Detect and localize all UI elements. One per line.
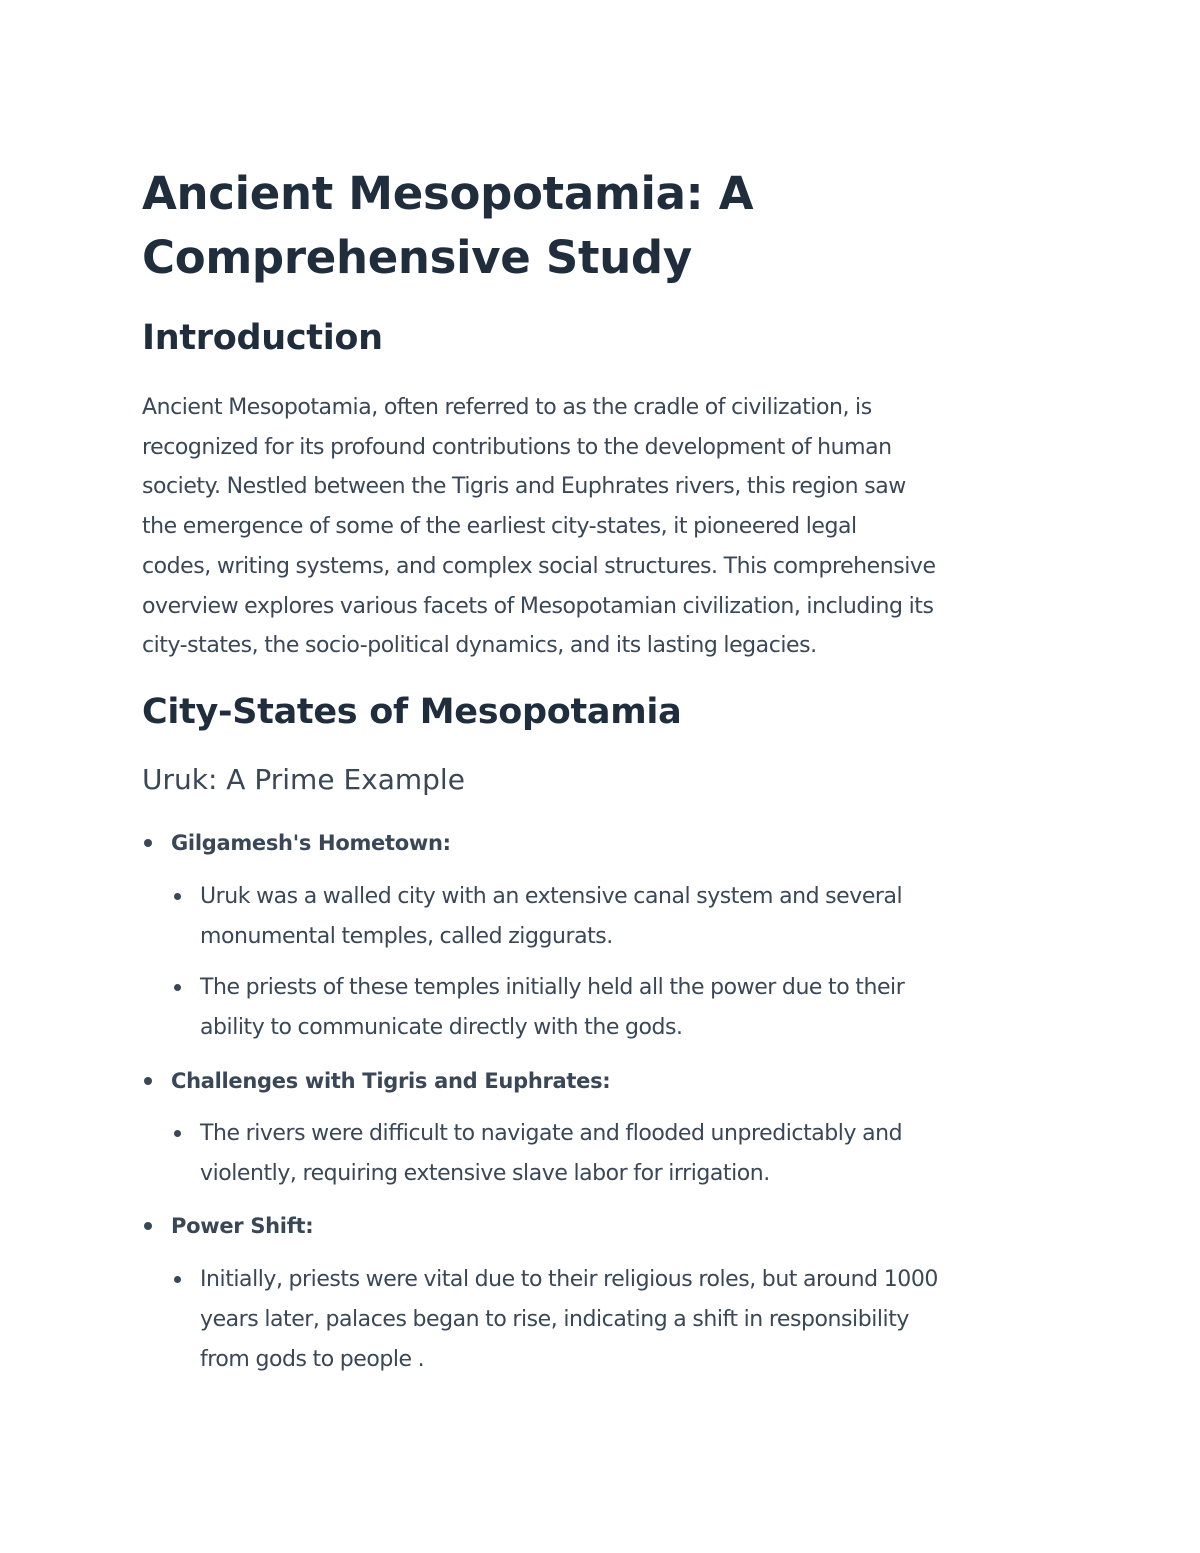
bullet-text-line: years later, palaces began to rise, indicating a shift in responsibility bbox=[200, 1307, 909, 1332]
bullet-icon bbox=[144, 1222, 152, 1230]
bullet-icon bbox=[174, 984, 181, 991]
bullet-icon bbox=[174, 1130, 181, 1137]
paragraph-line: overview explores various facets of Mesopotamian civilization, including its bbox=[142, 593, 934, 619]
bullet-label: Power Shift: bbox=[171, 1214, 314, 1238]
bullet-text-line: from gods to people . bbox=[200, 1347, 425, 1372]
bullet-text-line: The priests of these temples initially held all the power due to their bbox=[200, 975, 905, 1000]
paragraph-line: Ancient Mesopotamia, often referred to as the cradle of civilization, is bbox=[142, 395, 872, 420]
document-title: Ancient Mesopotamia: A Comprehensive Study bbox=[142, 167, 754, 284]
bullet-label: Gilgamesh's Hometown: bbox=[171, 831, 451, 855]
bullet-text-line: Initially, priests were vital due to their religious roles, but around 1000 bbox=[200, 1267, 938, 1292]
bullet-text-line: monumental temples, called ziggurats. bbox=[200, 924, 613, 949]
bullet-icon bbox=[174, 893, 181, 900]
introduction-paragraph bbox=[142, 388, 1062, 666]
section-heading-introduction: Introduction bbox=[142, 318, 383, 358]
bullet-text bbox=[200, 1260, 938, 1380]
paragraph-line: recognized for its profound contributions to the development of human bbox=[142, 434, 892, 460]
bullet-icon bbox=[174, 1276, 181, 1283]
paragraph-line: the emergence of some of the earliest city-states, it pioneered legal bbox=[142, 514, 857, 540]
paragraph-line: city-states, the socio-political dynamics, and its lasting legacies. bbox=[142, 633, 817, 659]
bullet-text bbox=[200, 968, 904, 1048]
paragraph-line: society. Nestled between the Tigris and Euphrates rivers, this region saw bbox=[142, 474, 906, 500]
bullet-text-line: ability to communicate directly with the gods. bbox=[200, 1015, 683, 1040]
bullet-icon bbox=[144, 839, 152, 847]
bullet-text-line: The rivers were difficult to navigate and flooded unpredictably and bbox=[200, 1121, 903, 1146]
bullet-text bbox=[200, 1114, 902, 1194]
bullet-text-line: Uruk was a walled city with an extensive canal system and several bbox=[200, 884, 903, 909]
bullet-label: Challenges with Tigris and Euphrates: bbox=[171, 1069, 611, 1093]
section-heading-city-states: City-States of Mesopotamia bbox=[142, 692, 682, 732]
subheading-uruk: Uruk: A Prime Example bbox=[142, 763, 465, 796]
bullet-text-line: violently, requiring extensive slave labor for irrigation. bbox=[200, 1161, 770, 1186]
paragraph-line: codes, writing systems, and complex social structures. This comprehensive bbox=[142, 553, 936, 579]
bullet-text bbox=[200, 877, 902, 957]
bullet-icon bbox=[144, 1077, 152, 1085]
